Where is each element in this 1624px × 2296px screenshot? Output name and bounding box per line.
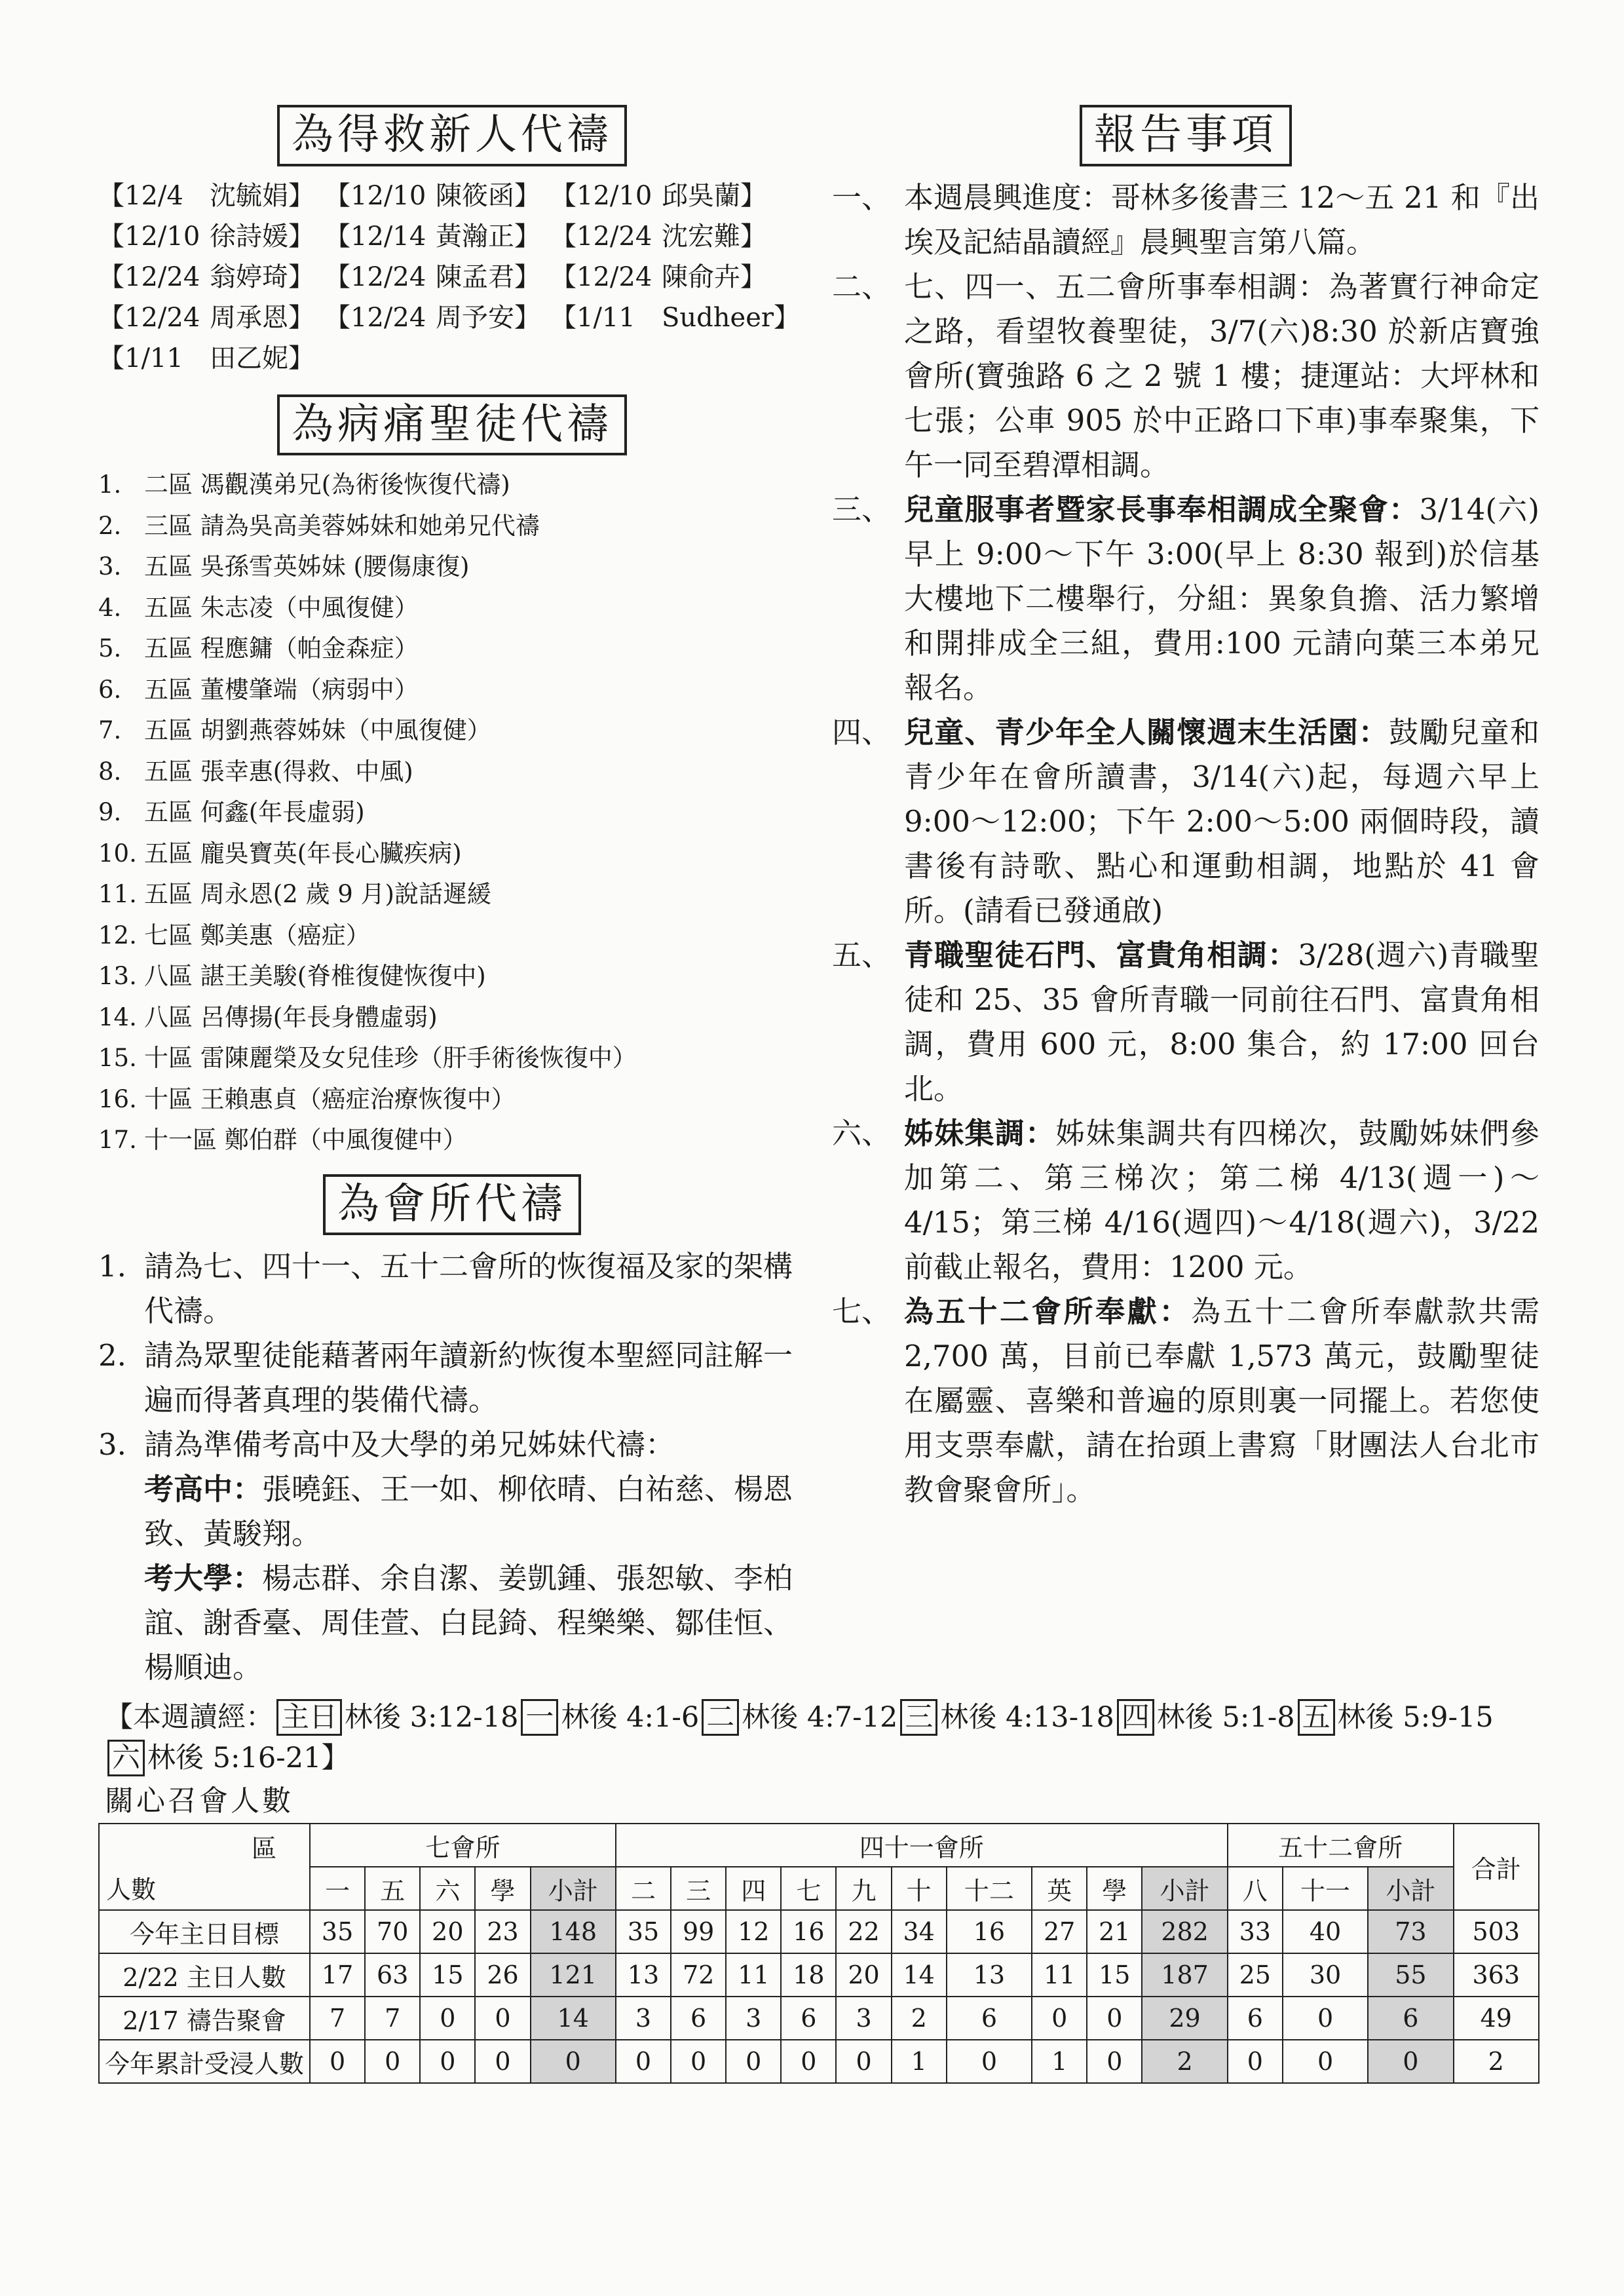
salvation-entry: [550, 257, 776, 297]
salvation-row: [98, 216, 806, 257]
table-cell: 0: [947, 2040, 1032, 2083]
table-row-label: 今年累計受浸人數: [99, 2040, 310, 2083]
hall-item-number: 3.: [98, 1427, 126, 1463]
table-cell: 12: [726, 1910, 781, 1953]
sick-list-item: [98, 997, 806, 1039]
announcement-body: 為五十二會所奉獻款共需 2,700 萬，目前已奉獻 1,573 萬元，鼓勵聖徒在屬靈、喜樂和普遍的原則裏一同擺上。若您使用支票奉獻，請在抬頭上書寫「財團法人台北市教會聚會所」。: [904, 1293, 1539, 1507]
table-cell: 26: [475, 1953, 530, 1997]
table-cell: 55: [1368, 1953, 1453, 1997]
table-cell: 0: [1283, 2040, 1368, 2083]
exam-highschool-names: 張曉鈺、王一如、柳依晴、白祐慈、楊恩致、黃駿翔。: [144, 1472, 793, 1552]
table-cell: 27: [1032, 1910, 1087, 1953]
table-cell: 30: [1283, 1953, 1368, 1997]
announcement-text: [904, 1290, 1539, 1512]
salvation-date: 【12/24: [550, 221, 652, 252]
hall-item-number: 1.: [98, 1249, 126, 1284]
salvation-date: 【12/24: [550, 261, 652, 292]
salvation-name: 陳孟君】: [436, 261, 540, 292]
table-cell: 40: [1283, 1910, 1368, 1953]
table-cell: 33: [1228, 1910, 1283, 1953]
table-cell: 0: [836, 2040, 891, 2083]
sick-item-number: 7.: [98, 716, 122, 745]
weekly-reading: [105, 1697, 1533, 1778]
announcements-list: [832, 176, 1539, 1512]
reading-ref: 林後 3:12-18: [345, 1701, 519, 1734]
sick-item-number: 11.: [98, 880, 137, 909]
weekly-reading-prefix: 【本週讀經：: [105, 1701, 274, 1734]
sick-item-text: 八區 呂傳揚(年長身體虛弱): [144, 1003, 438, 1031]
table-row: [99, 1910, 1539, 1953]
announcements-title: 報告事項: [1080, 105, 1292, 166]
sick-item-text: 三區 請為吳高美蓉姊妹和她弟兄代禱: [144, 511, 540, 540]
salvation-date: 【1/11: [550, 302, 635, 333]
sick-item-text: 十區 雷陳麗榮及女兒佳珍（肝手術後恢復中）: [144, 1044, 637, 1073]
salvation-name: 沈宏難】: [662, 221, 766, 252]
sick-list-item: [98, 915, 806, 957]
table-row-label: 2/22 主日人數: [99, 1953, 310, 1997]
table-cell: 21: [1087, 1910, 1142, 1953]
sick-item-number: 13.: [98, 962, 137, 991]
table-cell: 11: [726, 1953, 781, 1997]
announcement-item: [832, 1111, 1539, 1290]
sick-item-text: 五區 朱志凌（中風復健）: [144, 593, 419, 622]
table-cell: 20: [836, 1953, 891, 1997]
salvation-row: [98, 176, 806, 216]
hall-item-text: 請為眾聖徒能藉著兩年讀新約恢復本聖經同註解一遍而得著真理的裝備代禱。: [144, 1338, 793, 1418]
table-cell: 363: [1454, 1953, 1539, 1997]
sick-list-item: [98, 956, 806, 997]
table-column-header: 小計: [1142, 1867, 1227, 1910]
table-column-header: 英: [1032, 1867, 1087, 1910]
announcement-item: [832, 176, 1539, 265]
salvation-entry: [98, 176, 324, 216]
table-column-header: 八: [1228, 1867, 1283, 1910]
table-group-header: 四十一會所: [616, 1824, 1228, 1867]
reading-ref: 林後 5:9-15: [1337, 1701, 1494, 1734]
table-cell: 99: [671, 1910, 726, 1953]
table-cell: 3: [616, 1997, 671, 2040]
salvation-name: 陳筱函】: [436, 180, 540, 211]
sick-item-number: 10.: [98, 839, 137, 868]
table-cell: 6: [1228, 1997, 1283, 2040]
reading-day-box: 二: [702, 1699, 739, 1736]
sick-item-text: 二區 馮觀漢弟兄(為術後恢復代禱): [144, 470, 510, 499]
announcement-number: 一、: [832, 180, 892, 215]
sick-list-item: [98, 588, 806, 629]
table-cell: 35: [310, 1910, 365, 1953]
table-cell: 1: [1032, 2040, 1087, 2083]
table-cell: 503: [1454, 1910, 1539, 1953]
announcement-item: [832, 265, 1539, 488]
sick-list-item: [98, 1079, 806, 1120]
exam-highschool: [144, 1467, 806, 1556]
table-cell: 6: [947, 1997, 1032, 2040]
table-cell: 34: [892, 1910, 947, 1953]
table-cell: 2: [892, 1997, 947, 2040]
table-cell: 6: [781, 1997, 836, 2040]
table-cell: 0: [1087, 1997, 1142, 2040]
table-cell: 0: [1283, 1997, 1368, 2040]
announcement-number: 三、: [832, 491, 892, 527]
sick-list-item: [98, 670, 806, 711]
table-cell: 6: [671, 1997, 726, 2040]
hall-item-number: 2.: [98, 1338, 126, 1373]
table-cell: 187: [1142, 1953, 1227, 1997]
table-cell: 0: [1087, 2040, 1142, 2083]
table-cell: 63: [365, 1953, 420, 1997]
table-cell: 148: [531, 1910, 616, 1953]
table-group-header: 七會所: [310, 1824, 616, 1867]
sick-prayer-list: [98, 465, 806, 1161]
sick-item-text: 五區 何鑫(年長虛弱): [144, 798, 365, 827]
salvation-prayer-list: [98, 176, 806, 379]
announcement-number: 二、: [832, 269, 892, 304]
announcement-body: 鼓勵兒童和青少年在會所讀書，3/14(六)起，每週六早上 9:00～12:00；下午 2:00～5:00 兩個時段，讀書後有詩歌、點心和運動相調，地點於 41 會所。(請看已發通啟): [904, 714, 1539, 928]
table-column-header: 十一: [1283, 1867, 1368, 1910]
announcement-heading: 為五十二會所奉獻：: [904, 1293, 1192, 1329]
announcement-body: 姊妹集調共有四梯次，鼓勵姊妹們參加第二、第三梯次；第二梯 4/13(週一)～4/15；第三梯 4/16(週四)～4/18(週六)，3/22 前截止報名，費用：1200 元。: [904, 1115, 1539, 1284]
table-cell: 29: [1142, 1997, 1227, 2040]
sick-item-text: 十區 王賴惠貞（癌症治療恢復中）: [144, 1084, 516, 1113]
sick-item-number: 2.: [98, 511, 122, 540]
table-cell: 17: [310, 1953, 365, 1997]
corner-bottom-label: 人數: [106, 1875, 157, 1904]
sick-list-item: [98, 874, 806, 915]
exam-highschool-label: 考高中：: [144, 1472, 263, 1507]
announcement-number: 六、: [832, 1115, 892, 1151]
salvation-date: 【1/11: [98, 343, 183, 373]
sick-item-number: 5.: [98, 634, 122, 663]
salvation-entry: [324, 176, 550, 216]
announcement-text: [904, 933, 1539, 1111]
salvation-name: 黃瀚正】: [436, 221, 540, 252]
salvation-date: 【12/10: [98, 221, 200, 252]
sick-item-number: 16.: [98, 1084, 137, 1113]
salvation-entry: [98, 257, 324, 297]
announcement-body: 3/14(六)早上 9:00～下午 3:00(早上 8:30 報到)於信基大樓地下二樓舉行，分組：異象負擔、活力繁增和開排成全三組，費用:100 元請向葉三本弟兄報名。: [904, 491, 1539, 705]
table-cell: 6: [1368, 1997, 1453, 2040]
salvation-row: [98, 338, 806, 379]
table-cell: 1: [892, 2040, 947, 2083]
exam-university-label: 考大學：: [144, 1561, 263, 1596]
hall-list-item: [98, 1333, 806, 1423]
announcement-heading: 兒童服事者暨家長事奉相調成全聚會：: [904, 491, 1420, 527]
announcement-body: 本週晨興進度：哥林多後書三 12～五 21 和『出埃及記結晶讀經』晨興聖言第八篇。: [904, 180, 1539, 259]
table-cell: 2: [1142, 2040, 1227, 2083]
announcement-heading: 姊妹集調：: [904, 1115, 1056, 1151]
table-cell: 0: [310, 2040, 365, 2083]
sick-item-number: 6.: [98, 675, 122, 704]
table-cell: 15: [1087, 1953, 1142, 1997]
table-cell: 70: [365, 1910, 420, 1953]
salvation-name: 田乙妮】: [210, 343, 314, 373]
reading-ref: 林後 4:13-18: [940, 1701, 1114, 1734]
announcement-heading: 兒童、青少年全人關懷週末生活園：: [904, 714, 1389, 750]
sick-list-item: [98, 710, 806, 752]
salvation-name: 邱吳蘭】: [662, 180, 766, 211]
hall-item-text: 請為七、四十一、五十二會所的恢復福及家的架構代禱。: [144, 1249, 793, 1329]
table-corner-cell: [99, 1824, 310, 1910]
sick-item-text: 八區 諶王美駿(脊椎復健恢復中): [144, 962, 486, 991]
table-cell: 282: [1142, 1910, 1227, 1953]
table-cell: 0: [475, 1997, 530, 2040]
salvation-name: 徐詩媛】: [210, 221, 314, 252]
table-column-header: 小計: [1368, 1867, 1453, 1910]
salvation-row: [98, 297, 806, 338]
sick-item-text: 五區 龐吳寶英(年長心臟疾病): [144, 839, 462, 868]
sick-item-text: 五區 程應鏞（帕金森症）: [144, 634, 419, 663]
announcement-number: 五、: [832, 937, 892, 972]
table-cell: 13: [947, 1953, 1032, 1997]
table-subheader-row: [99, 1867, 1539, 1910]
table-cell: 7: [310, 1997, 365, 2040]
table-cell: 0: [420, 2040, 475, 2083]
table-cell: 25: [1228, 1953, 1283, 1997]
table-column-header: 六: [420, 1867, 475, 1910]
sick-item-number: 14.: [98, 1003, 137, 1031]
reading-day-box: 一: [521, 1699, 558, 1736]
table-column-header: 三: [671, 1867, 726, 1910]
table-total-header: 合計: [1454, 1824, 1539, 1910]
sick-item-number: 17.: [98, 1126, 137, 1155]
exam-university: [144, 1556, 806, 1690]
salvation-name: 沈毓娟】: [210, 180, 314, 211]
table-cell: 0: [1368, 2040, 1453, 2083]
attendance-table: [98, 1823, 1539, 2084]
announcement-number: 七、: [832, 1293, 892, 1329]
table-row: [99, 1997, 1539, 2040]
salvation-entry: [98, 297, 324, 338]
table-cell: 49: [1454, 1997, 1539, 2040]
sick-item-number: 8.: [98, 757, 122, 786]
sick-list-item: [98, 833, 806, 875]
table-cell: 0: [781, 2040, 836, 2083]
sick-section-title: 為病痛聖徒代禱: [277, 394, 627, 456]
table-cell: 0: [420, 1997, 475, 2040]
reading-ref: 林後 4:7-12: [742, 1701, 898, 1734]
announcement-text: [904, 176, 1539, 265]
table-row-label: 今年主日目標: [99, 1910, 310, 1953]
sick-item-number: 4.: [98, 593, 122, 622]
sick-item-text: 五區 胡劉燕蓉姊妹（中風復健）: [144, 716, 491, 745]
table-row-label: 2/17 禱告聚會: [99, 1997, 310, 2040]
salvation-name: 翁婷琦】: [210, 261, 314, 292]
reading-day-box: 主日: [276, 1699, 342, 1736]
table-cell: 0: [671, 2040, 726, 2083]
announcement-text: [904, 488, 1539, 710]
table-cell: 73: [1368, 1910, 1453, 1953]
salvation-name: Sudheer】: [662, 302, 800, 333]
sick-item-text: 五區 吳孫雪英姊妹 (腰傷康復): [144, 552, 470, 581]
sick-item-number: 15.: [98, 1044, 137, 1073]
table-cell: 0: [475, 2040, 530, 2083]
announcement-body: 3/28(週六)青職聖徒和 25、35 會所青職一同前往石門、富貴角相調，費用 600 元，8:00 集合，約 17:00 回台北。: [904, 937, 1539, 1106]
announcement-text: [904, 710, 1539, 933]
salvation-name: 陳俞卉】: [662, 261, 766, 292]
table-column-header: 一: [310, 1867, 365, 1910]
sick-list-item: [98, 506, 806, 547]
reading-ref: 林後 5:16-21】: [147, 1742, 350, 1774]
table-cell: 3: [726, 1997, 781, 2040]
reading-day-box: 三: [900, 1699, 937, 1736]
table-column-header: 學: [1087, 1867, 1142, 1910]
salvation-section-title: 為得救新人代禱: [277, 105, 627, 166]
table-cell: 20: [420, 1910, 475, 1953]
table-header-row: [99, 1824, 1539, 1867]
table-column-header: 五: [365, 1867, 420, 1910]
table-column-header: 十二: [947, 1867, 1032, 1910]
salvation-entry: [550, 216, 776, 257]
table-column-header: 七: [781, 1867, 836, 1910]
table-cell: 0: [365, 2040, 420, 2083]
table-cell: 0: [1032, 1997, 1087, 2040]
salvation-entry: [324, 216, 550, 257]
table-cell: 14: [892, 1953, 947, 1997]
sick-item-text: 七區 鄭美惠（癌症）: [144, 921, 370, 949]
table-column-header: 小計: [531, 1867, 616, 1910]
table-cell: 72: [671, 1953, 726, 1997]
sick-item-number: 9.: [98, 798, 122, 827]
salvation-name: 周承恩】: [210, 302, 314, 333]
table-cell: 0: [1228, 2040, 1283, 2083]
left-column: [98, 98, 806, 1690]
table-cell: 0: [616, 2040, 671, 2083]
sick-item-text: 五區 張幸惠(得救、中風): [144, 757, 413, 786]
sick-item-text: 五區 周永恩(2 歲 9 月)說話遲緩: [144, 880, 491, 909]
announcement-text: [904, 265, 1539, 488]
table-cell: 16: [781, 1910, 836, 1953]
sick-list-item: [98, 628, 806, 670]
sick-list-item: [98, 1120, 806, 1161]
announcement-body: 七、四一、五二會所事奉相調：為著實行神命定之路，看望牧養聖徒，3/7(六)8:30 於新店寶強會所(寶強路 6 之 2 號 1 樓；捷運站：大坪林和七張；公車 905 於中正路口下車)事奉聚集，下午一同至碧潭相調。: [904, 269, 1539, 482]
table-column-header: 九: [836, 1867, 891, 1910]
sick-list-item: [98, 792, 806, 833]
announcement-number: 四、: [832, 714, 892, 750]
salvation-name: 周予安】: [436, 302, 540, 333]
salvation-date: 【12/24: [98, 261, 200, 292]
hall-item-text: 請為準備考高中及大學的弟兄姊妹代禱：: [144, 1427, 675, 1463]
sick-list-item: [98, 546, 806, 588]
table-cell: 14: [531, 1997, 616, 2040]
table-column-header: 二: [616, 1867, 671, 1910]
table-cell: 18: [781, 1953, 836, 1997]
salvation-date: 【12/24: [324, 302, 426, 333]
table-cell: 23: [475, 1910, 530, 1953]
announcement-item: [832, 1290, 1539, 1512]
sick-item-number: 3.: [98, 552, 122, 581]
right-column: [832, 98, 1539, 1512]
announcement-item: [832, 933, 1539, 1111]
corner-top-label: 區: [251, 1834, 276, 1863]
sick-item-number: 1.: [98, 470, 122, 499]
table-cell: 2: [1454, 2040, 1539, 2083]
sick-list-item: [98, 1038, 806, 1079]
hall-section-title: 為會所代禱: [323, 1174, 581, 1236]
table-cell: 7: [365, 1997, 420, 2040]
reading-day-box: 六: [107, 1740, 145, 1776]
hall-list-item: [98, 1423, 806, 1467]
salvation-entry: [324, 257, 550, 297]
table-row: [99, 1953, 1539, 1997]
sick-item-text: 十一區 鄭伯群（中風復健中）: [144, 1126, 467, 1155]
table-cell: 121: [531, 1953, 616, 1997]
salvation-date: 【12/10: [324, 180, 426, 211]
salvation-date: 【12/24: [324, 261, 426, 292]
table-column-header: 十: [892, 1867, 947, 1910]
table-cell: 15: [420, 1953, 475, 1997]
table-title: 關心召會人數: [105, 1784, 293, 1818]
hall-list-item: [98, 1244, 806, 1333]
reading-day-box: 四: [1117, 1699, 1154, 1736]
table-group-header: 五十二會所: [1228, 1824, 1454, 1867]
sick-list-item: [98, 465, 806, 506]
reading-day-box: 五: [1298, 1699, 1335, 1736]
table-cell: 13: [616, 1953, 671, 1997]
announcement-item: [832, 710, 1539, 933]
announcement-item: [832, 488, 1539, 710]
announcement-heading: 青職聖徒石門、富貴角相調：: [904, 937, 1298, 972]
salvation-entry: [98, 338, 324, 379]
reading-ref: 林後 4:1-6: [561, 1701, 700, 1734]
table-column-header: 學: [475, 1867, 530, 1910]
table-cell: 0: [726, 2040, 781, 2083]
table-cell: 0: [531, 2040, 616, 2083]
sick-list-item: [98, 752, 806, 793]
exam-university-names: 楊志群、余自潔、姜凱鍾、張恕敏、李柏誼、謝香臺、周佳萱、白昆錡、程樂樂、鄒佳恒、楊順迪。: [144, 1561, 793, 1685]
table-cell: 22: [836, 1910, 891, 1953]
hall-prayer-list: [98, 1244, 806, 1467]
table-column-header: 四: [726, 1867, 781, 1910]
salvation-date: 【12/4: [98, 180, 183, 211]
sick-item-number: 12.: [98, 921, 137, 949]
salvation-date: 【12/24: [98, 302, 200, 333]
salvation-date: 【12/10: [550, 180, 652, 211]
reading-ref: 林後 5:1-8: [1156, 1701, 1295, 1734]
salvation-entry: [324, 297, 550, 338]
salvation-date: 【12/14: [324, 221, 426, 252]
table-cell: 35: [616, 1910, 671, 1953]
table-row: [99, 2040, 1539, 2083]
table-cell: 11: [1032, 1953, 1087, 1997]
salvation-entry: [98, 216, 324, 257]
sick-item-text: 五區 董樓肇端（病弱中）: [144, 675, 419, 704]
salvation-row: [98, 257, 806, 297]
table-cell: 3: [836, 1997, 891, 2040]
salvation-entry: [550, 176, 776, 216]
announcement-text: [904, 1111, 1539, 1290]
salvation-entry: [550, 297, 800, 338]
table-cell: 16: [947, 1910, 1032, 1953]
